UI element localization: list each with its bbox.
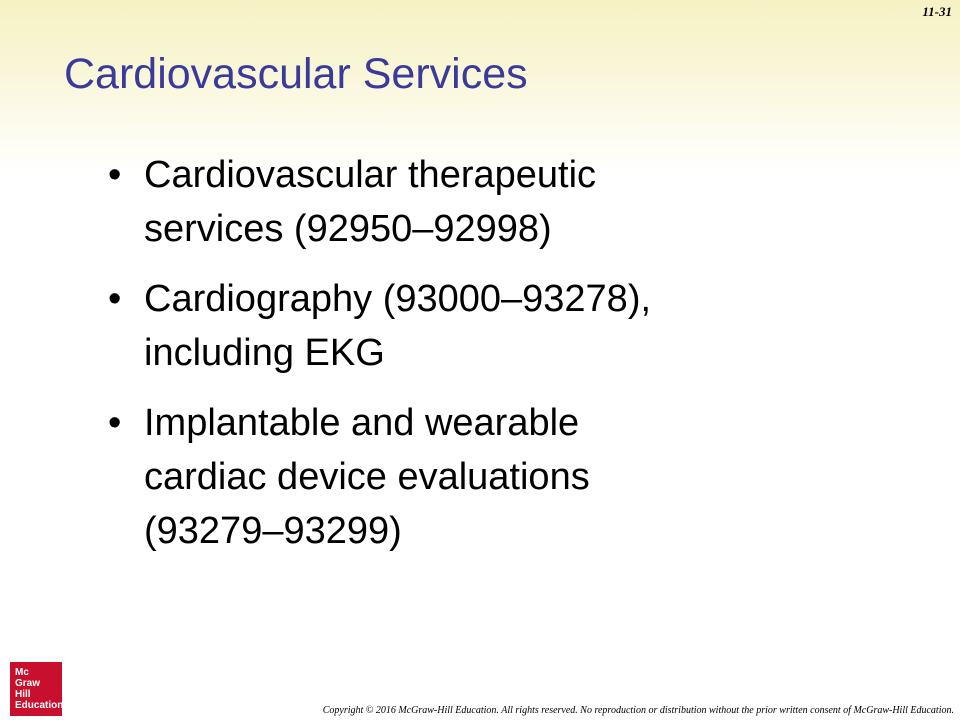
- bullet-line: Cardiography (93000–93278),: [144, 278, 652, 320]
- logo-text: Education: [15, 700, 64, 711]
- bullet-line: Implantable and wearable: [144, 402, 580, 444]
- bullet-icon: •: [108, 402, 122, 444]
- copyright-notice: Copyright © 2016 McGraw-Hill Education. All rights reserved. No reproduction or distribution without the prior written consent of McGraw-Hill Education.: [322, 705, 954, 716]
- bullet-text: [144, 402, 590, 552]
- bullet-text: [144, 154, 596, 250]
- bullet-text: [144, 278, 651, 374]
- logo-text: Hill: [15, 689, 31, 700]
- slide-number: 11-31: [922, 4, 952, 19]
- bullet-line: cardiac device evaluations: [144, 456, 590, 498]
- bullet-icon: •: [108, 154, 122, 196]
- bullet-icon: •: [108, 278, 122, 320]
- logo-text: Graw: [15, 678, 41, 689]
- bullet-line: Cardiovascular therapeutic: [144, 154, 597, 196]
- bullet-line: including EKG: [144, 332, 385, 374]
- bullet-line: (93279–93299): [144, 510, 402, 552]
- mcgraw-hill-logo: [10, 662, 62, 716]
- logo-text: Mc: [15, 667, 29, 678]
- bullet-item: [108, 272, 868, 380]
- bullet-list: [108, 148, 868, 574]
- bullet-line: services (92950–92998): [144, 208, 552, 250]
- bullet-item: [108, 148, 868, 256]
- slide-title: Cardiovascular Services: [64, 50, 528, 98]
- bullet-item: [108, 396, 868, 558]
